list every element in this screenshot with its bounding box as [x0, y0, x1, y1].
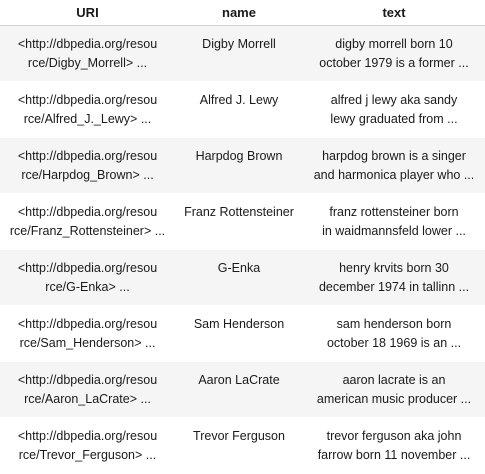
text-line: lewy graduated from ... — [330, 111, 458, 126]
uri-line: rce/G-Enka> ... — [45, 279, 130, 294]
uri-line: rce/Franz_Rottensteiner> ... — [9, 223, 166, 238]
uri-line: rce/Alfred_J._Lewy> ... — [23, 111, 152, 126]
text-cell — [303, 138, 485, 194]
uri-line: rce/Digby_Morrell> ... — [27, 55, 148, 70]
table-row[interactable] — [0, 194, 485, 250]
header-uri[interactable]: URI — [0, 0, 175, 26]
text-line: aaron lacrate is an — [342, 372, 446, 387]
text-line: american music producer ... — [316, 391, 472, 406]
name-cell: Alfred J. Lewy — [199, 93, 279, 107]
uri-cell — [0, 26, 175, 82]
uri-cell — [0, 418, 175, 474]
uri-line: <http://dbpedia.org/resou — [17, 372, 158, 387]
uri-cell — [0, 194, 175, 250]
uri-line: rce/Aaron_LaCrate> ... — [24, 391, 151, 406]
table-row[interactable] — [0, 26, 485, 82]
name-cell: Aaron LaCrate — [175, 362, 303, 418]
text-line: alfred j lewy aka sandy — [330, 92, 458, 107]
text-line: sam henderson born — [336, 316, 452, 331]
uri-cell — [0, 82, 175, 138]
text-cell — [303, 362, 485, 418]
uri-line: <http://dbpedia.org/resou — [17, 36, 158, 51]
name-cell: Franz Rottensteiner — [184, 205, 294, 219]
name-cell: Trevor Ferguson — [193, 429, 285, 443]
uri-cell — [0, 138, 175, 194]
uri-line: rce/Sam_Henderson> ... — [19, 335, 156, 350]
name-cell: Harpdog Brown — [175, 138, 303, 194]
uri-line: <http://dbpedia.org/resou — [17, 148, 158, 163]
text-cell — [303, 418, 485, 474]
name-cell: Digby Morrell — [175, 26, 303, 82]
uri-line: <http://dbpedia.org/resou — [17, 260, 158, 275]
text-cell — [303, 194, 485, 250]
name-cell: G-Enka — [175, 250, 303, 306]
text-line: trevor ferguson aka john — [326, 428, 462, 443]
text-line: henry krvits born 30 — [339, 260, 449, 275]
text-line: december 1974 in tallinn ... — [318, 279, 470, 294]
header-row — [0, 0, 485, 26]
text-cell — [303, 306, 485, 362]
table-row[interactable] — [0, 362, 485, 418]
name-cell: Sam Henderson — [193, 317, 285, 331]
text-line: harpdog brown is a singer — [322, 148, 466, 163]
text-line: and harmonica player who ... — [313, 167, 475, 182]
header-text[interactable]: text — [303, 0, 485, 26]
uri-line: rce/Trevor_Ferguson> ... — [18, 447, 157, 462]
text-cell — [303, 250, 485, 306]
table-row[interactable] — [0, 138, 485, 194]
table-row[interactable] — [0, 250, 485, 306]
uri-line: rce/Harpdog_Brown> ... — [21, 167, 154, 182]
table-row[interactable] — [0, 418, 485, 474]
text-line: in waidmannsfeld lower ... — [322, 223, 466, 238]
uri-cell — [0, 306, 175, 362]
uri-line: <http://dbpedia.org/resou — [17, 428, 158, 443]
table-row[interactable] — [0, 306, 485, 362]
text-cell — [303, 82, 485, 138]
table-row[interactable] — [0, 82, 485, 138]
text-line: october 18 1969 is an ... — [326, 335, 462, 350]
uri-line: <http://dbpedia.org/resou — [17, 92, 158, 107]
uri-cell — [0, 250, 175, 306]
text-line: digby morrell born 10 — [335, 36, 453, 51]
text-line: franz rottensteiner born — [329, 204, 459, 219]
text-line: october 1979 is a former ... — [319, 55, 469, 70]
uri-line: <http://dbpedia.org/resou — [17, 204, 158, 219]
text-line: farrow born 11 november ... — [317, 447, 471, 462]
uri-line: <http://dbpedia.org/resou — [17, 316, 158, 331]
header-name[interactable]: name — [175, 0, 303, 26]
text-cell — [303, 26, 485, 82]
uri-cell — [0, 362, 175, 418]
